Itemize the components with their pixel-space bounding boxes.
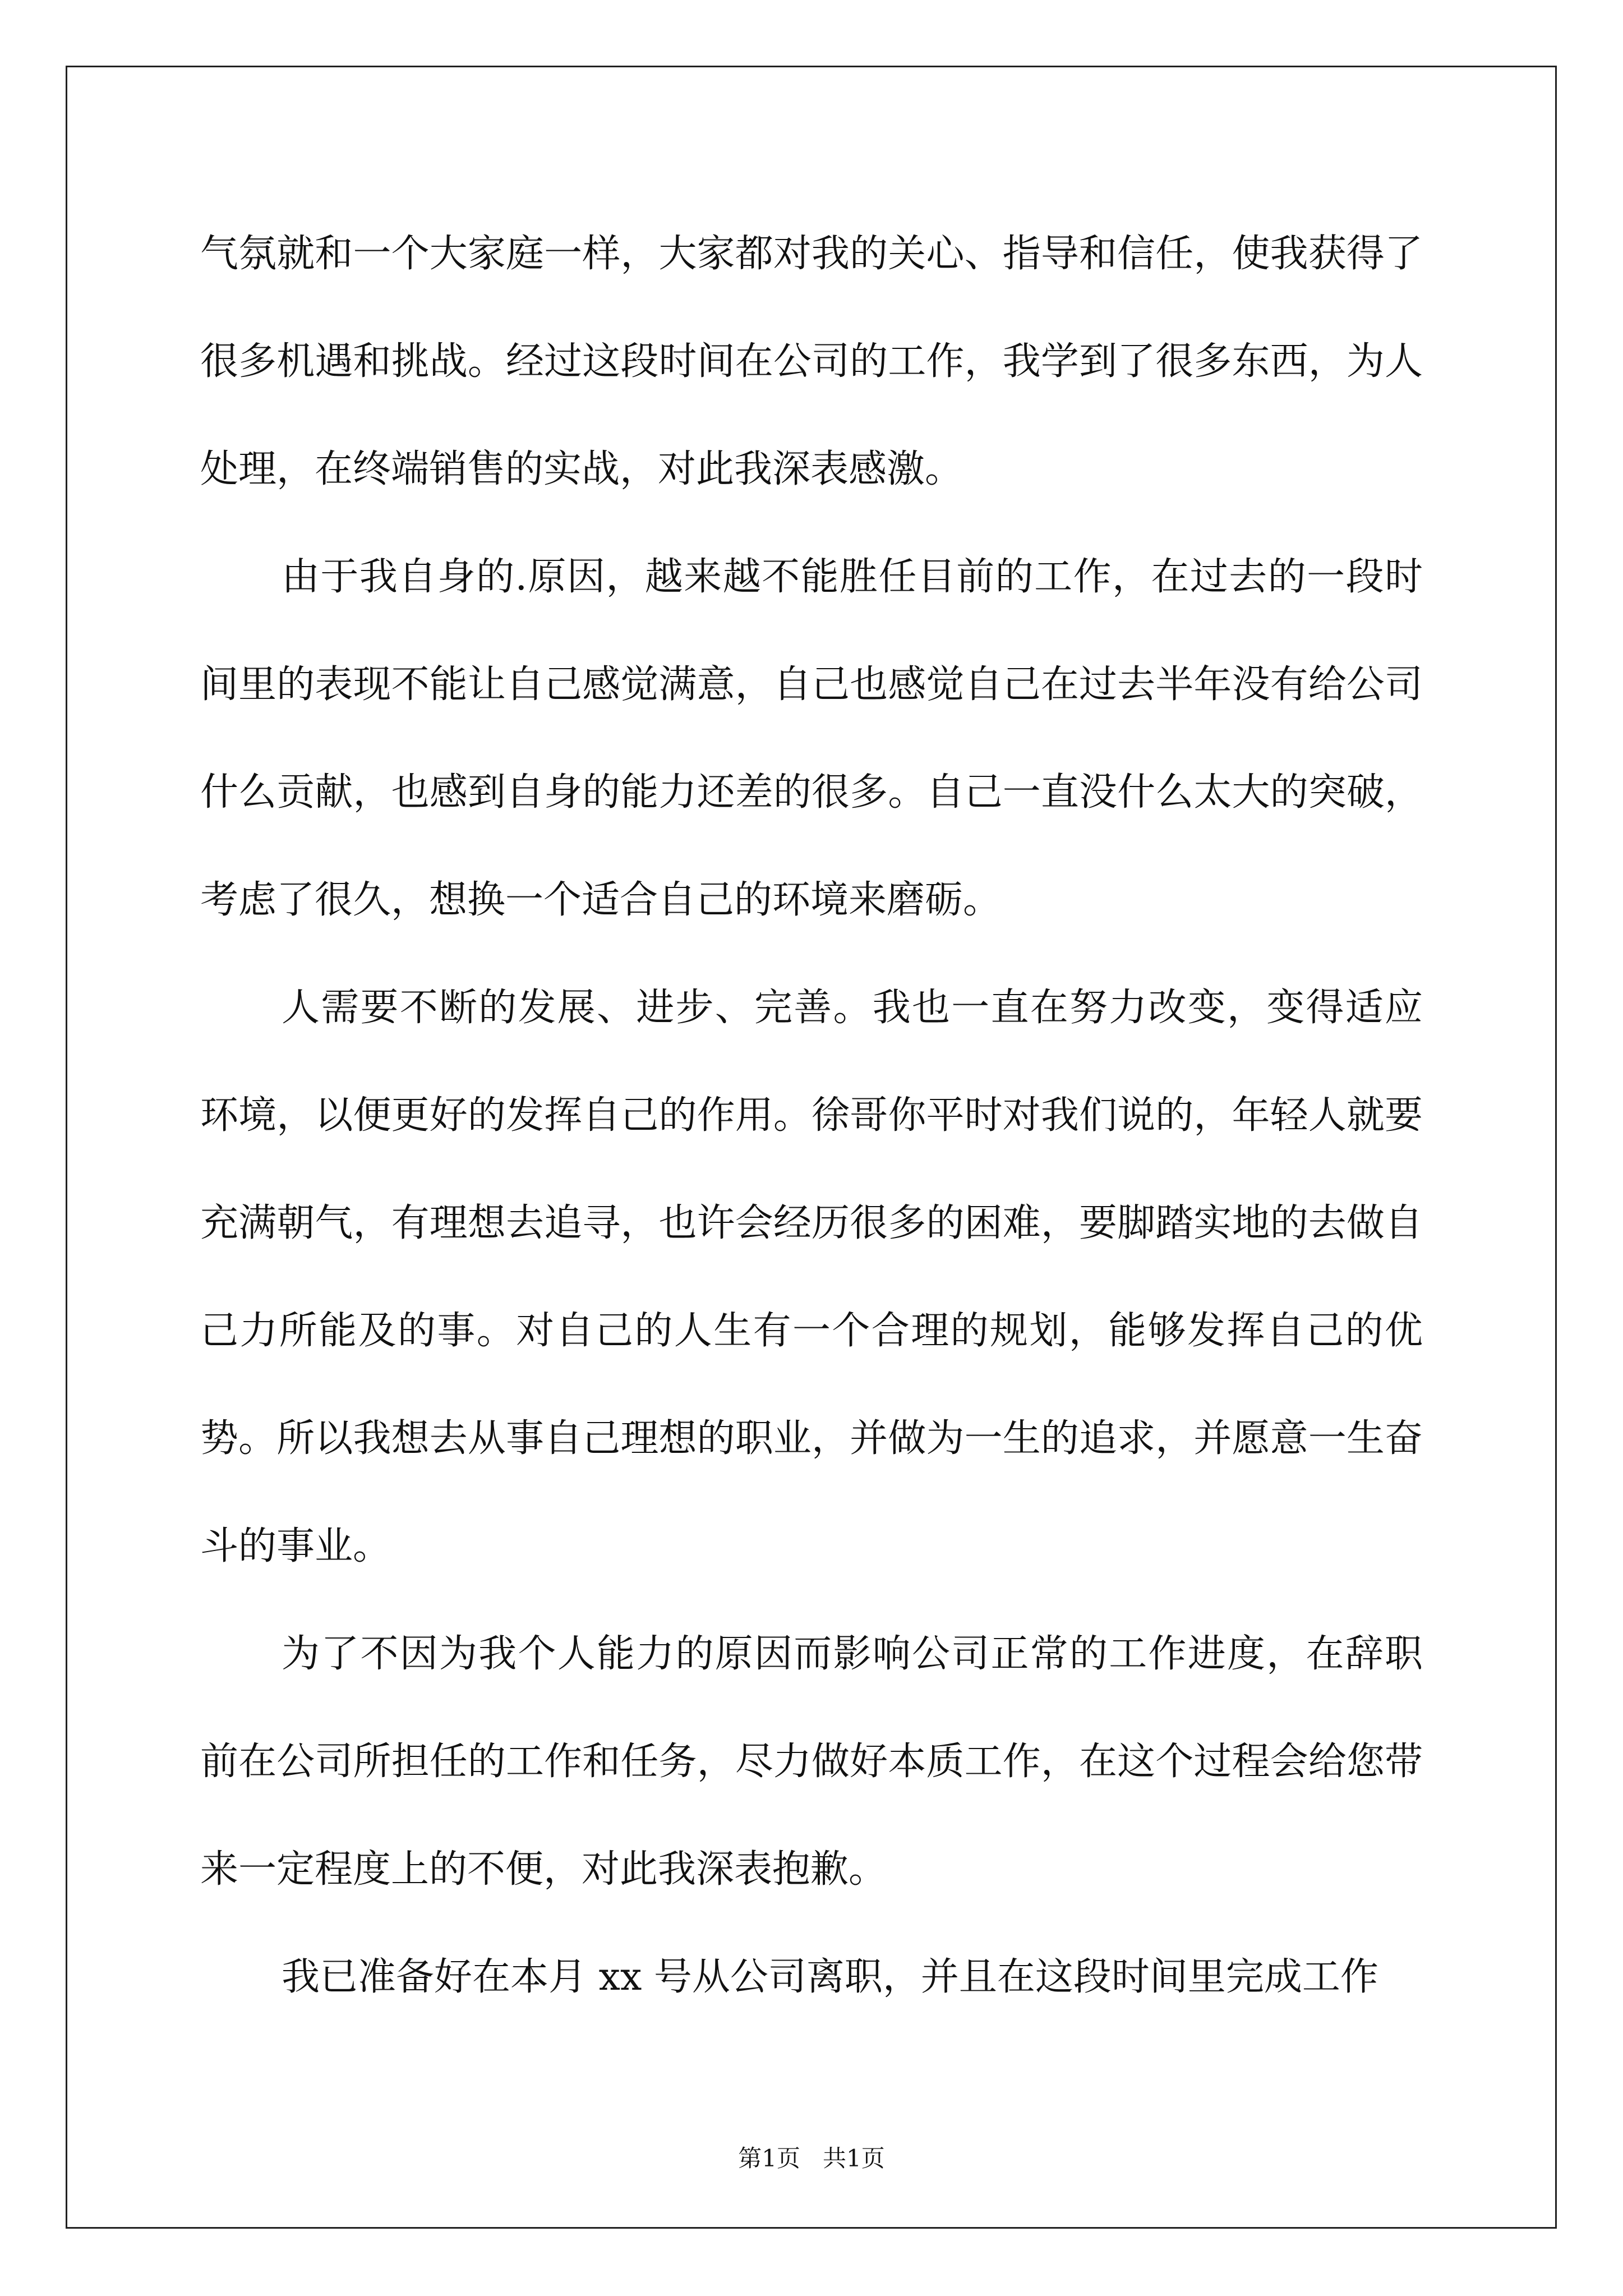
document-body [200,200,1423,2031]
paragraph-2: 由于我自身的.原因，越来越不能胜任目前的工作，在过去的一段时间里的表现不能让自己感觉满意，自己也感觉自己在过去半年没有给公司什么贡献，也感到自身的能力还差的很多。自己一直没什么太大的突破，考虑了很久，想换一个适合自己的环境来磨砺。 [200,555,1423,922]
paragraph-4: 为了不因为我个人能力的原因而影响公司正常的工作进度，在辞职前在公司所担任的工作和任务，尽力做好本质工作，在这个过程会给您带来一定程度上的不便，对此我深表抱歉。 [200,1632,1423,1892]
page-number-footer: 第1页 共1页 [738,2145,885,2172]
paragraph-5: 我已准备好在本月 xx 号从公司离职，并且在这段时间里完成工作 [282,1955,1378,1999]
paragraph-3: 人需要不断的发展、进步、完善。我也一直在努力改变，变得适应环境，以便更好的发挥自己的作用。徐哥你平时对我们说的，年轻人就要充满朝气，有理想去追寻，也许会经历很多的困难，要脚踏实地的去做自己力所能及的事。对自己的人生有一个合理的规划，能够发挥自己的优势。所以我想去从事自己理想的职业，并做为一生的追求，并愿意一生奋斗的事业。 [200,986,1423,1568]
paragraph-1: 气氛就和一个大家庭一样，大家都对我的关心、指导和信任，使我获得了很多机遇和挑战。经过这段时间在公司的工作，我学到了很多东西，为人处理，在终端销售的实战，对此我深表感激。 [200,232,1423,491]
